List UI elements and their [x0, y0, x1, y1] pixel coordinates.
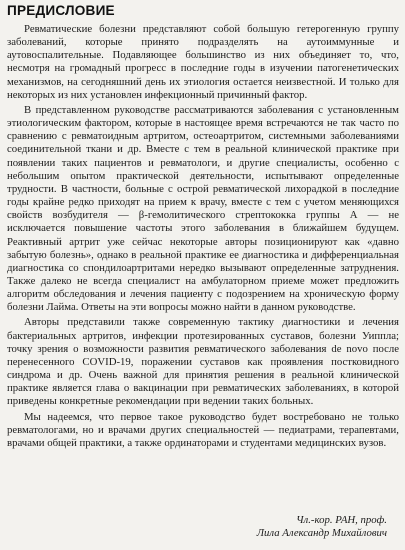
page-title: ПРЕДИСЛОВИЕ — [7, 3, 115, 18]
author-title: Чл.-кор. РАН, проф. — [296, 514, 387, 526]
paragraph-2: В представленном руководстве рассматриваются заболевания с установленным этиологическим фактором, которые в настоящее время встречаются не так часто по сравнению с ревматоидным артритом, остеоартритом, системными заболеваниями соединительной ткани и др. Вместе с тем в реальной клинической практике при появлении таких пациентов и ревматологи, и другие специалисты, особенно с небольшим опытом практической деятельности, испытывают определенные трудности. В частности, больные с острой ревматической лихорадкой в последние годы крайне редко приходят на прием к врачу, вместе с тем с учетом меняющихся свойств возбудителя — β-гемолитического стрептококка группы А — не исключается повышение частоты этого заболевания в ближайшем будущем. Реактивный артрит уже сейчас некоторые авторы позиционируют как «давно забытую болезнь», однако в реальной практике ее диагностика и дифференциальная диагностика со спондилоартритами нередко вызывают определенные затруднения. Также далеко не всегда специалист на амбулаторном приеме может предложить алгоритм обследования и лечения пациенту с подозрением на хроническую форму болезни Лайма. Ответы на эти вопросы можно найти в данном руководстве. — [7, 103, 399, 314]
paragraph-3: Авторы представили также современную тактику диагностики и лечения бактериальных артритов, инфекции протезированных суставов, болезни Уиппла; точку зрения о возможности развития ревматического заболевания de novo после перенесенного COVID-19, поражении суставов как проявления постковидного синдрома и др. Очень важной для принятия решения в реальной клинической практике является глава о вакцинации при ревматических заболеваниях, в которой приведены конкретные рекомендации при ведении таких больных. — [7, 316, 399, 408]
paragraph-4: Мы надеемся, что первое такое руководство будет востребовано не только ревматологами, но и врачами других специальностей — педиатрами, терапевтами, врачами общей практики, а также ординаторами и студентами медицинских вузов. — [7, 410, 399, 449]
paragraph-1: Ревматические болезни представляют собой большую гетерогенную группу заболеваний, которые принято подразделять на аутоиммунные и аутовоспалительные. Подавляющее большинство из них объединяет то, что, несмотря на громадный прогресс в последние годы в изучении патогенетических механизмов, на сегодняшний день их этиология остается неизвестной. И только для некоторых из них установлен инфекционный причинный фактор. — [7, 23, 399, 101]
author-signature — [257, 514, 387, 540]
author-name: Лила Александр Михайлович — [256, 527, 387, 539]
